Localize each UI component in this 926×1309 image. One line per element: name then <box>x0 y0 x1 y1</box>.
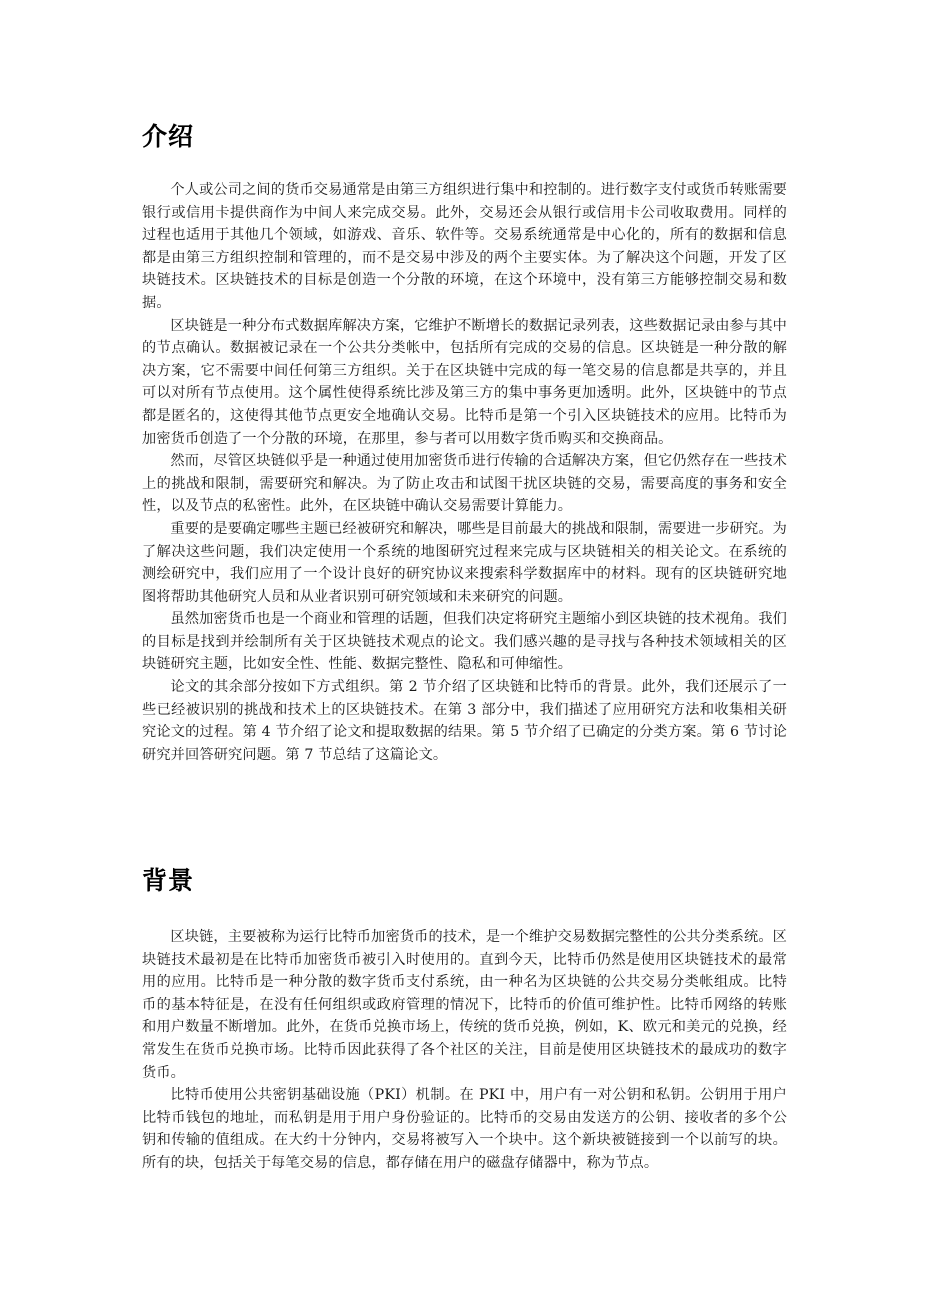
paragraph: 个人或公司之间的货币交易通常是由第三方组织进行集中和控制的。进行数字支付或货币转账需要银行或信用卡提供商作为中间人来完成交易。此外，交易还会从银行或信用卡公司收取费用。同样的过程也适用于其他几个领域，如游戏、音乐、软件等。交易系统通常是中心化的，所有的数据和信息都是由第三方组织控制和管理的，而不是交易中涉及的两个主要实体。为了解决这个问题，开发了区块链技术。区块链技术的目标是创造一个分散的环境，在这个环境中，没有第三方能够控制交易和数据。 <box>142 182 787 311</box>
paragraph: 比特币使用公共密钥基础设施（PKI）机制。在 PKI 中，用户有一对公钥和私钥。公钥用于用户比特币钱包的地址，而私钥是用于用户身份验证的。比特币的交易由发送方的公钥、接收者的多个公钥和传输的值组成。在大约十分钟内，交易将被写入一个块中。这个新块被链接到一个以前写的块。所有的块，包括关于每笔交易的信息，都存储在用户的磁盘存储器中，称为节点。 <box>142 1087 787 1171</box>
section-body-background <box>142 926 787 1175</box>
paragraph: 区块链，主要被称为运行比特币加密货币的技术，是一个维护交易数据完整性的公共分类系统。区块链技术最初是在比特币加密货币被引入时使用的。直到今天，比特币仍然是使用区块链技术的最常用的应用。比特币是一种分散的数字货币支付系统，由一种名为区块链的公共交易分类帐组成。比特币的基本特征是，在没有任何组织或政府管理的情况下，比特币的价值可维护性。比特币网络的转账和用户数量不断增加。此外，在货币兑换市场上，传统的货币兑换，例如，K、欧元和美元的兑换，经常发生在货币兑换市场。比特币因此获得了各个社区的关注，目前是使用区块链技术的最成功的数字货币。 <box>142 929 787 1081</box>
section-heading-intro: 介绍 <box>142 122 195 151</box>
section-body-intro <box>142 179 787 766</box>
paragraph: 虽然加密货币也是一个商业和管理的话题，但我们决定将研究主题缩小到区块链的技术视角。我们的目标是找到并绘制所有关于区块链技术观点的论文。我们感兴趣的是寻找与各种技术领域相关的区块链研究主题，比如安全性、性能、数据完整性、隐私和可伸缩性。 <box>142 611 787 673</box>
paragraph: 论文的其余部分按如下方式组织。第 2 节介绍了区块链和比特币的背景。此外，我们还展示了一些已经被识别的挑战和技术上的区块链技术。在第 3 部分中，我们描述了应用研究方法和收集相关研究论文的过程。第 4 节介绍了论文和提取数据的结果。第 5 节介绍了已确定的分类方案。第 6 节讨论研究并回答研究问题。第 7 节总结了这篇论文。 <box>142 679 787 763</box>
section-heading-background: 背景 <box>142 866 195 895</box>
paragraph: 重要的是要确定哪些主题已经被研究和解决，哪些是目前最大的挑战和限制，需要进一步研究。为了解决这些问题，我们决定使用一个系统的地图研究过程来完成与区块链相关的相关论文。在系统的测绘研究中，我们应用了一个设计良好的研究协议来搜索科学数据库中的材料。现有的区块链研究地图将帮助其他研究人员和从业者识别可研究领域和未来研究的问题。 <box>142 520 787 605</box>
paragraph: 区块链是一种分布式数据库解决方案，它维护不断增长的数据记录列表，这些数据记录由参与其中的节点确认。数据被记录在一个公共分类帐中，包括所有完成的交易的信息。区块链是一种分散的解决方案，它不需要中间任何第三方组织。关于在区块链中完成的每一笔交易的信息都是共享的，并且可以对所有节点使用。这个属性使得系统比涉及第三方的集中事务更加透明。此外，区块链中的节点都是匿名的，这使得其他节点更安全地确认交易。比特币是第一个引入区块链技术的应用。比特币为加密货币创造了一个分散的环境，在那里，参与者可以用数字货币购买和交换商品。 <box>142 317 787 447</box>
paragraph: 然而，尽管区块链似乎是一种通过使用加密货币进行传输的合适解决方案，但它仍然存在一些技术上的挑战和限制，需要研究和解决。为了防止攻击和试图干扰区块链的交易，需要高度的事务和安全性，以及节点的私密性。此外，在区块链中确认交易需要计算能力。 <box>142 453 787 515</box>
